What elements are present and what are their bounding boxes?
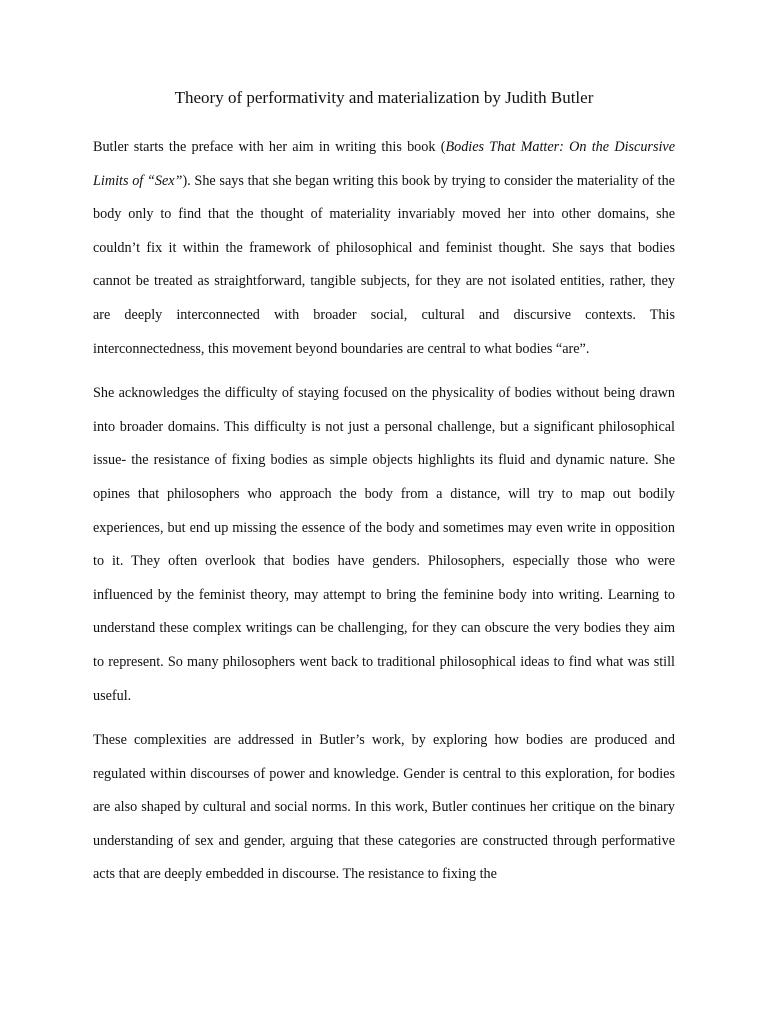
document-title: Theory of performativity and materialization by Judith Butler [174, 88, 594, 107]
paragraph-2: She acknowledges the difficulty of staying focused on the physicality of bodies without being drawn into broader domains. This difficulty is not just a personal challenge, but a significant philosophical issue- the resistance of fixing bodies as simple objects highlights its fluid and dynamic nature. She opines that philosophers who approach the body from a distance, will try to map out bodily experiences, but end up missing the essence of the body and sometimes may even write in opposition to it. They often overlook that bodies have genders. Philosophers, especially those who were influenced by the feminist theory, may attempt to bring the feminine body into writing. Learning to understand these complex writings can be challenging, for they can obscure the very bodies they aim to represent. So many philosophers went back to traditional philosophical ideas to find what was still useful. [93, 385, 675, 704]
book-title-italic: Bodies That Matter: On the Discursive Limits of “Sex” [93, 139, 675, 189]
document-body [93, 131, 675, 903]
paragraph-1 [93, 131, 675, 366]
paragraph-3: These complexities are addressed in Butler’s work, by exploring how bodies are produced and regulated within discourses of power and knowledge. Gender is central to this exploration, for bodies are also shaped by cultural and social norms. In this work, Butler continues her critique on the binary understanding of sex and gender, arguing that these categories are constructed through performative acts that are deeply embedded in discourse. The resistance to fixing the [93, 732, 675, 883]
paragraph-1-rest: ). She says that she began writing this book by trying to consider the materiality of the body only to find that the thought of materiality invariably moved her into other domains, she couldn’t fix it within the framework of philosophical and feminist thought. She says that bodies cannot be treated as straightforward, tangible subjects, for they are not isolated entities, rather, they are deeply interconnected with broader social, cultural and discursive contexts. This interconnectedness, this movement beyond boundaries are central to what bodies “are”. [93, 172, 675, 357]
paragraph-1-lead: Butler starts the preface with her aim in writing this book ( [93, 139, 446, 155]
